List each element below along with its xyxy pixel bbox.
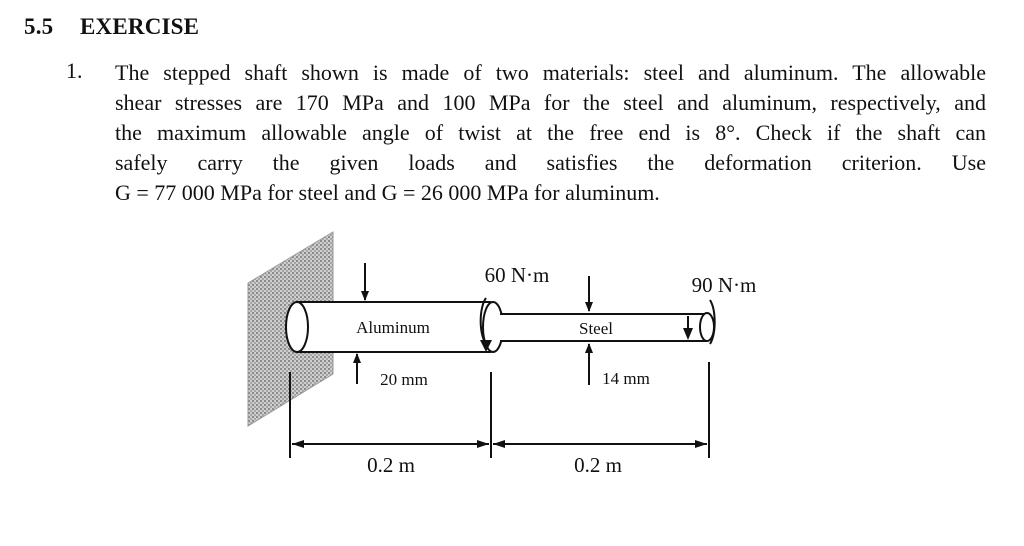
dimension-line-steel: [493, 440, 707, 448]
problem-line-3: the maximum allowable angle of twist at the free end is 8°. Check if the shaft can: [115, 120, 986, 145]
problem-line-1: The stepped shaft shown is made of two materials: steel and aluminum. The allowable: [115, 60, 986, 85]
steel-label: Steel: [579, 319, 613, 338]
problem-number: 1.: [66, 58, 83, 83]
dimension-line-aluminum: [292, 440, 489, 448]
section-title: EXERCISE: [80, 14, 200, 39]
problem-line-5: G = 77 000 MPa for steel and G = 26 000 MPa for aluminum.: [115, 180, 660, 205]
torque-90-label: 90 N·m: [691, 273, 757, 297]
section-number: 5.5: [24, 14, 54, 39]
steel-diameter-label: 14 mm: [602, 369, 650, 388]
torque-60-label: 60 N·m: [484, 263, 550, 287]
problem-line-4: safely carry the given loads and satisfies the deformation criterion. Use: [115, 150, 986, 175]
steel-length-label: 0.2 m: [574, 453, 622, 477]
aluminum-diameter-label: 20 mm: [380, 370, 428, 389]
aluminum-length-label: 0.2 m: [367, 453, 415, 477]
aluminum-label: Aluminum: [356, 318, 430, 337]
problem-line-2: shear stresses are 170 MPa and 100 MPa for the steel and aluminum, respectively, and: [115, 90, 986, 115]
